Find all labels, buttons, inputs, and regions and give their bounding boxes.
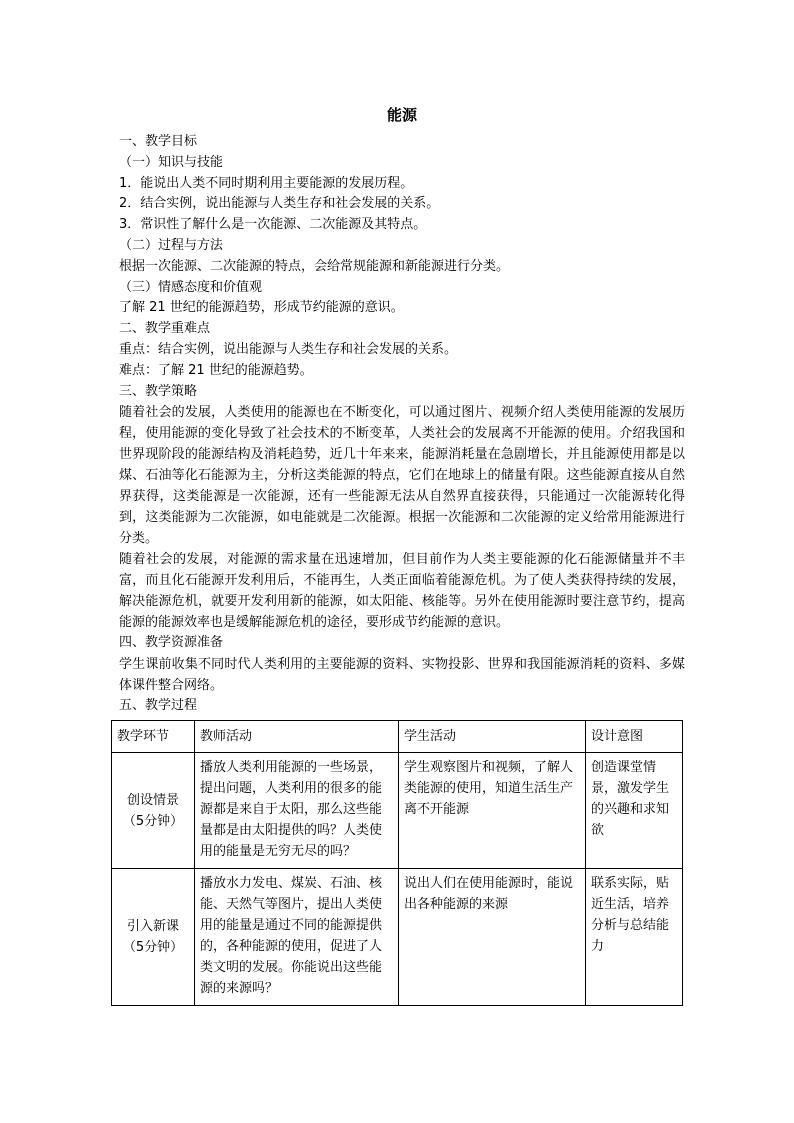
section-heading-key-points: 二、教学重难点 <box>119 321 211 337</box>
header-stage: 教学环节 <box>112 721 195 753</box>
section-heading-objectives: 一、教学目标 <box>119 134 198 149</box>
stage-cell <box>112 753 195 869</box>
stage-duration: （5分钟） <box>122 940 184 955</box>
teacher-activity-cell: 播放水力发电、煤炭、石油、核能、天然气等图片，提出人类使用的能量是通过不同的能源提供的，各种能源的使用，促进了人类文明的发展。你能说出这些能源的来源吗？ <box>195 869 399 1006</box>
objective-item-1: 1．能说出人类不同时期利用主要能源的发展历程。 <box>119 175 414 191</box>
strategy-paragraph-1: 随着社会的发展，人类使用的能源也在不断变化，可以通过图片、视频介绍人类使用能源的发展历程，使用能源的变化导致了社会技术的不断变革，人类社会的发展离不开能源的使用。介绍我国和世界现阶段的能源结构及消耗趋势，近几十年来来，能源消耗量在急剧增长，并且能源使用都是以煤、石油等化石能源为主，分析这类能源的特点，它们在地球上的储量有限。这些能源直接从自然界获得，这类能源是一次能源，还有一些能源无法从自然界直接获得，只能通过一次能源转化得到，这类能源为二次能源，如电能就是二次能源。根据一次能源和二次能源的定义给常用能源进行分类。 <box>119 405 685 547</box>
objective-item-2: 2．结合实例，说出能源与人类生存和社会发展的关系。 <box>119 196 440 212</box>
header-design-intent: 设计意图 <box>586 721 683 753</box>
page-title: 能源 <box>386 106 417 124</box>
subheading-knowledge: （一）知识与技能 <box>119 154 224 170</box>
stage-name: 创设情景 <box>126 792 179 808</box>
section-heading-resources: 四、教学资源准备 <box>119 635 224 651</box>
stage-name: 引入新课 <box>126 919 179 934</box>
objective-item-3: 3．常识性了解什么是一次能源、二次能源及其特点。 <box>119 217 427 233</box>
process-method-text: 根据一次能源、二次能源的特点，会给常规能源和新能源进行分类。 <box>119 258 510 274</box>
header-teacher-activity: 教师活动 <box>195 721 399 753</box>
table-row <box>112 753 683 869</box>
table-header-row <box>112 721 683 753</box>
attitude-text: 了解 21 世纪的能源趋势，形成节约能源的意识。 <box>119 300 404 316</box>
student-activity-cell: 学生观察图片和视频，了解人类能源的使用，知道生活生产离不开能源 <box>399 753 586 869</box>
student-activity-cell: 说出人们在使用能源时，能说出各种能源的来源 <box>399 869 586 1006</box>
subheading-process-method: （二）过程与方法 <box>119 237 224 253</box>
teaching-process-table <box>111 720 683 1006</box>
strategy-paragraph-2: 随着社会的发展，对能源的需求量在迅速增加，但目前作为人类主要能源的化石能源储量并不丰富，而且化石能源开发利用后，不能再生，人类正面临着能源危机。为了使人类获得持续的发展，解决能源危机，就要开发利用新的能源，如太阳能、核能等。另外在使用能源时要注意节约，提高能源的能源效率也是缓解能源危机的途径，要形成节约能源的意识。 <box>119 552 685 631</box>
design-intent-cell: 创造课堂情景，激发学生的兴趣和求知欲 <box>586 753 683 869</box>
resources-paragraph: 学生课前收集不同时代人类利用的主要能源的资料、实物投影、世界和我国能源消耗的资料、多媒体课件整合网络。 <box>119 657 685 694</box>
section-heading-strategy: 三、教学策略 <box>119 383 198 399</box>
design-intent-cell: 联系实际，贴近生活，培养分析与总结能力 <box>586 869 683 1006</box>
stage-duration: （5分钟） <box>122 813 184 829</box>
subheading-attitude: （三）情感态度和价值观 <box>119 279 263 295</box>
document-page <box>119 104 685 717</box>
header-student-activity: 学生活动 <box>399 721 586 753</box>
section-heading-process: 五、教学过程 <box>119 698 198 714</box>
difficult-point-text: 难点：了解 21 世纪的能源趋势。 <box>119 362 313 378</box>
key-point-text: 重点：结合实例，说出能源与人类生存和社会发展的关系。 <box>119 341 458 357</box>
stage-cell <box>112 869 195 1006</box>
table-row <box>112 869 683 1006</box>
teacher-activity-cell: 播放人类利用能源的一些场景，提出问题，人类利用的很多的能源都是来自于太阳，那么这些能量都是由太阳提供的吗？人类使用的能量是无穷无尽的吗？ <box>195 753 399 869</box>
